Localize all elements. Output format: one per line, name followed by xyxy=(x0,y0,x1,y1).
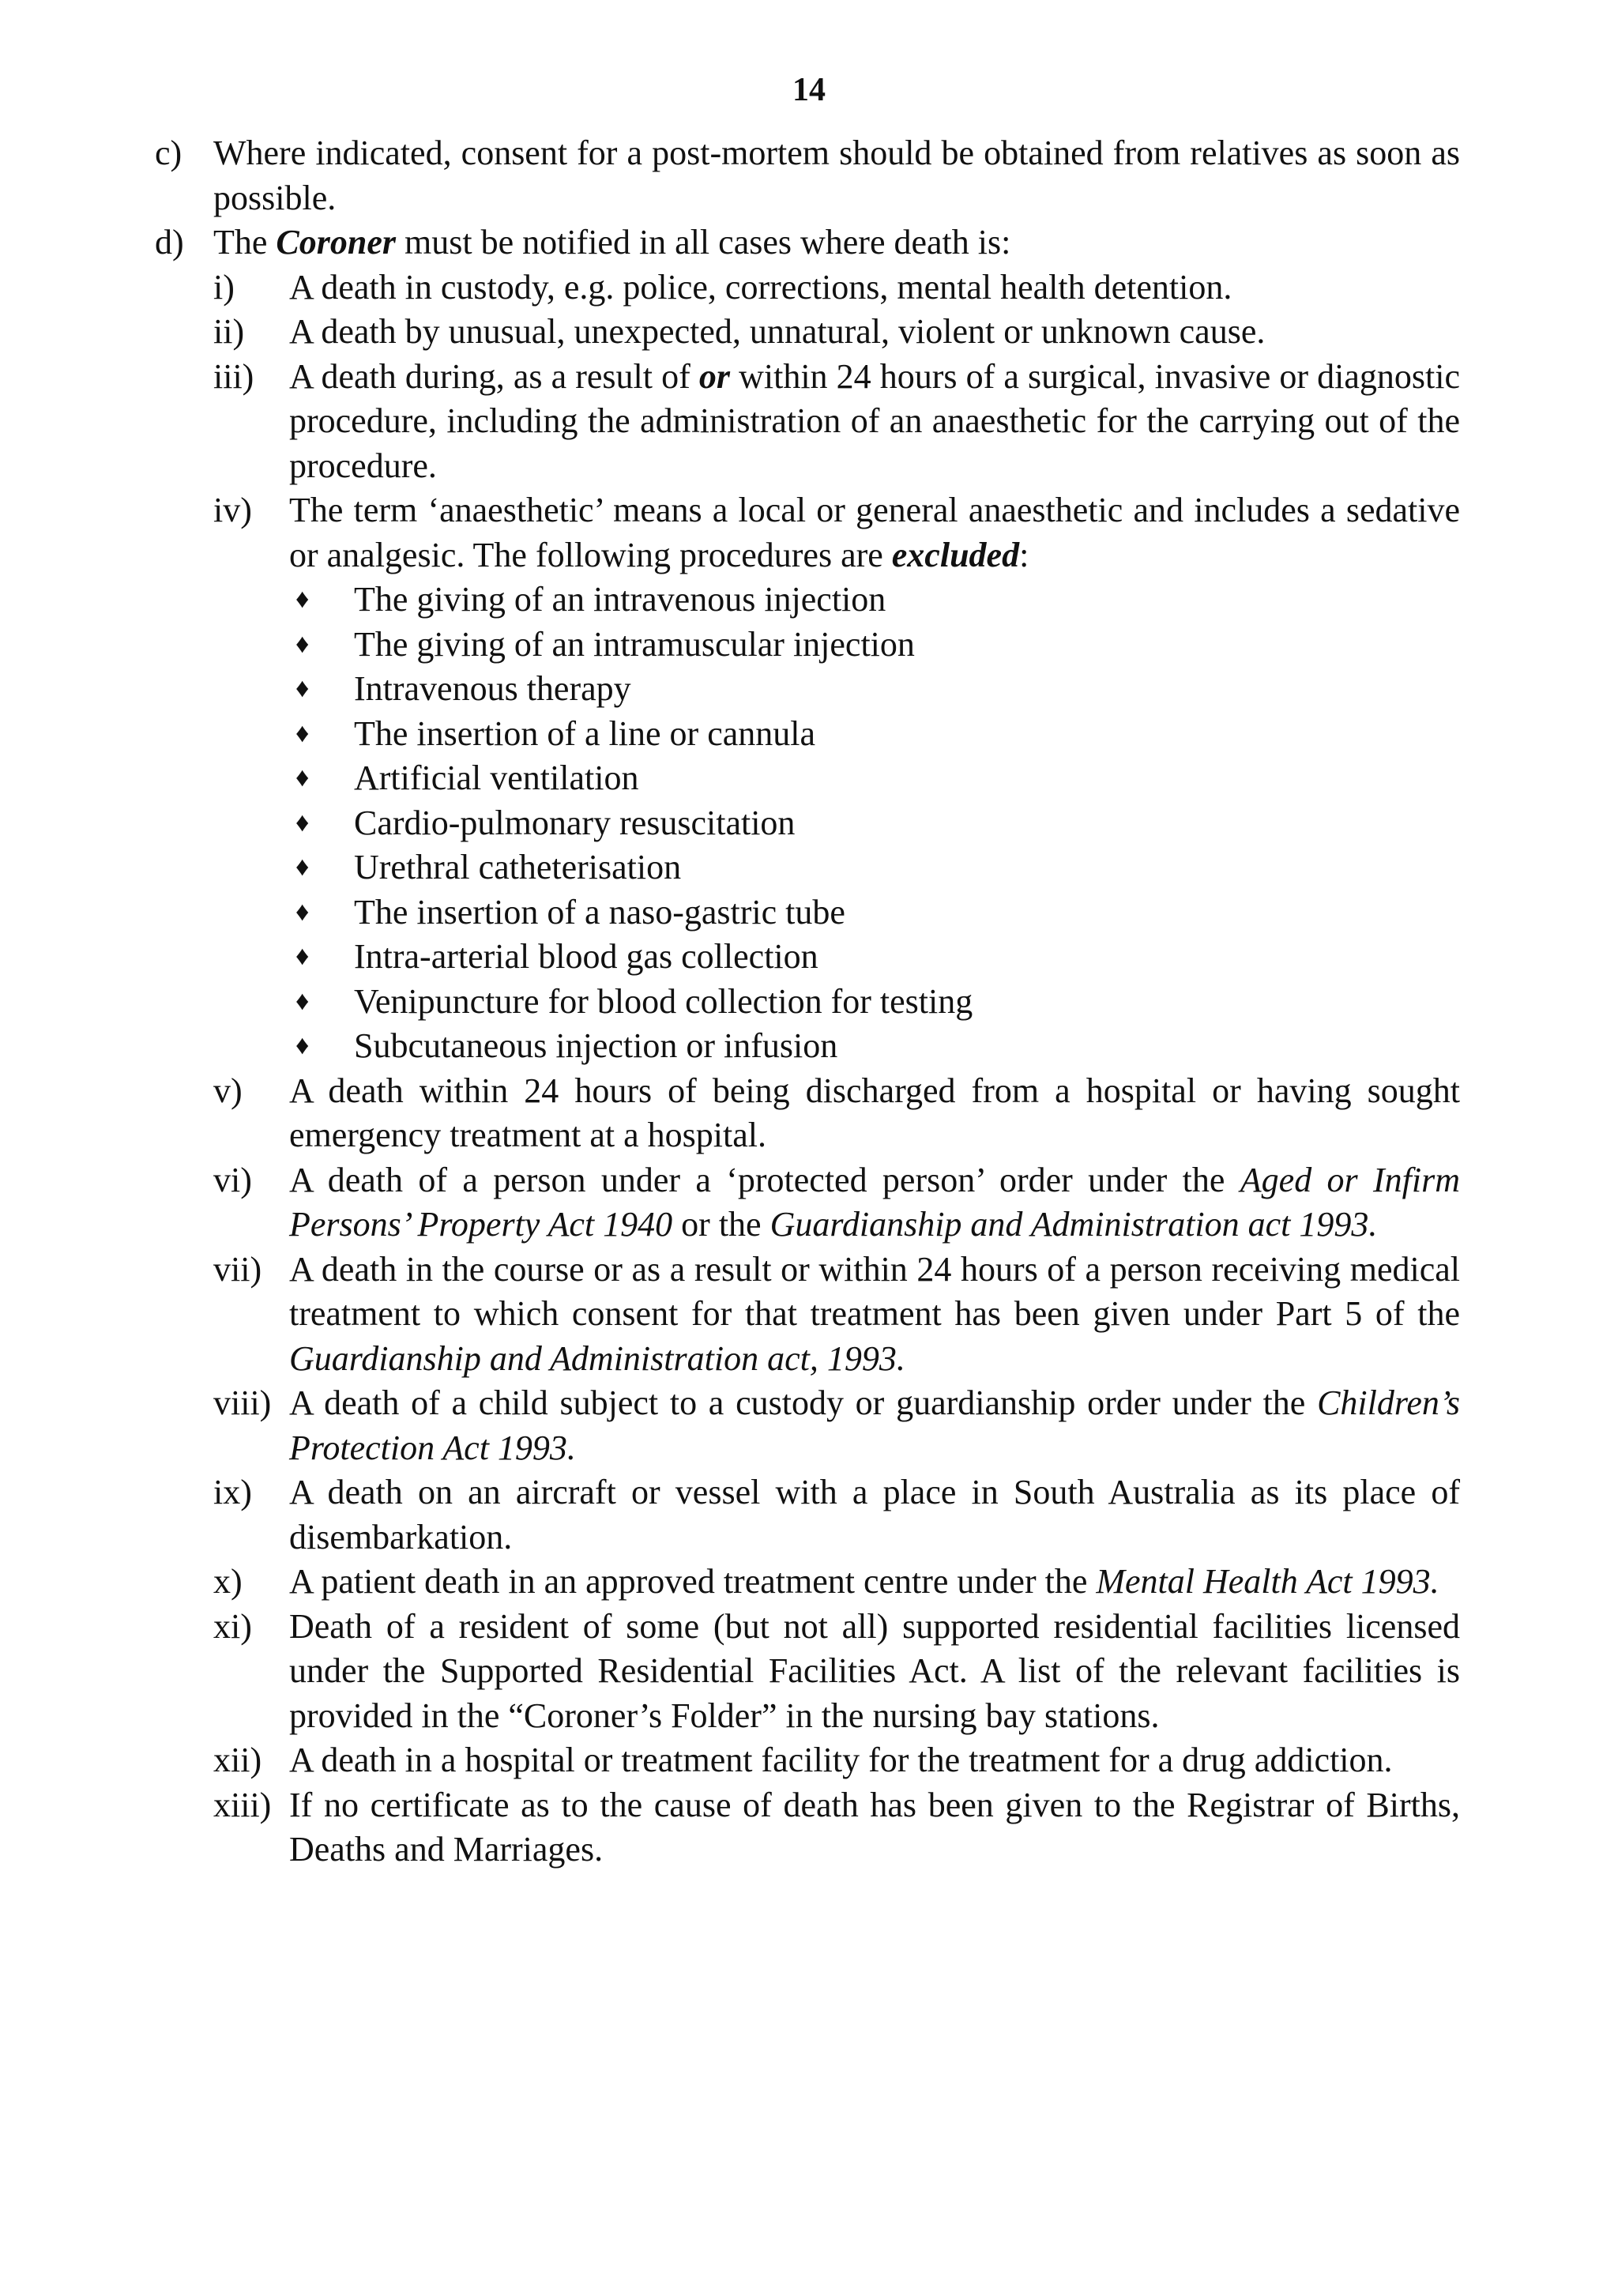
list-item: ♦ Intra-arterial blood gas collection xyxy=(289,935,1460,980)
subitem-label: vi) xyxy=(213,1160,252,1199)
subitem-label: xi) xyxy=(213,1606,252,1646)
subitem-label: xii) xyxy=(213,1741,262,1779)
list-item: ♦ Cardio-pulmonary resuscitation xyxy=(289,801,1460,846)
excluded-procedures-list xyxy=(289,578,1460,1069)
subitem-i xyxy=(213,265,1460,311)
list-item-c xyxy=(155,131,1460,220)
diamond-bullet-icon: ♦ xyxy=(295,897,310,927)
diamond-bullet-icon: ♦ xyxy=(295,986,310,1016)
subitem-text: A death of a child subject to a custody or guardianship order under the Children’s Protection Act 1993. xyxy=(289,1383,1460,1467)
page-number: 14 xyxy=(792,72,826,108)
list-text: Where indicated, consent for a post-mortem should be obtained from relatives as soon as possible. xyxy=(213,134,1460,217)
subitem-x xyxy=(213,1560,1460,1605)
diamond-bullet-icon: ♦ xyxy=(295,1031,310,1060)
list-item: ♦ The insertion of a naso-gastric tube xyxy=(289,890,1460,935)
subitem-label: v) xyxy=(213,1071,243,1110)
list-item: ♦ The giving of an intravenous injection xyxy=(289,578,1460,623)
subitem-ix xyxy=(213,1470,1460,1560)
subitem-iv xyxy=(213,488,1460,1069)
list-item: ♦ The giving of an intramuscular injection xyxy=(289,623,1460,668)
subitem-label: i) xyxy=(213,267,235,307)
diamond-bullet-icon: ♦ xyxy=(295,942,310,971)
list-item-d xyxy=(155,220,1460,265)
subitem-label: iii) xyxy=(213,356,254,396)
subitem-label: vii) xyxy=(213,1249,262,1289)
subitem-label: iv) xyxy=(213,491,252,529)
subitem-label: ix) xyxy=(213,1473,252,1511)
subitem-text: The term ‘anaesthetic’ means a local or general anaesthetic and includes a sedative or analgesic. The following procedures are excluded: xyxy=(289,491,1460,574)
subitem-vii xyxy=(213,1248,1460,1382)
subitem-text: A death of a person under a ‘protected person’ order under the Aged or Infirm Persons’ Property Act 1940 or the Guardianship and Administration act 1993. xyxy=(289,1160,1461,1244)
subitem-v xyxy=(213,1069,1460,1158)
subitem-text: A death in a hospital or treatment facility for the treatment for a drug addiction. xyxy=(289,1741,1393,1779)
subitem-xii xyxy=(213,1738,1460,1783)
diamond-bullet-icon: ♦ xyxy=(295,629,310,659)
list-item: ♦ The insertion of a line or cannula xyxy=(289,712,1460,757)
subitem-label: x) xyxy=(213,1562,243,1601)
subitem-text: A death in custody, e.g. police, corrections, mental health detention. xyxy=(289,267,1232,307)
subitem-text: A death in the course or as a result or within 24 hours of a person receiving medical treatment to which consent for that treatment has been given under Part 5 of the Guardianship and Administration act, 1993. xyxy=(289,1249,1460,1378)
list-item: ♦ Artificial ventilation xyxy=(289,756,1460,801)
subitem-xiii xyxy=(213,1783,1460,1873)
subitem-xi xyxy=(213,1605,1460,1739)
subitem-label: xiii) xyxy=(213,1785,272,1824)
subitem-text: A death by unusual, unexpected, unnatural, violent or unknown cause. xyxy=(289,312,1266,351)
list-item: ♦ Venipuncture for blood collection for testing xyxy=(289,980,1460,1025)
list-item: ♦ Subcutaneous injection or infusion xyxy=(289,1024,1460,1069)
coroner-emphasis: Coroner xyxy=(276,223,396,262)
coroner-conditions-list xyxy=(213,265,1460,1873)
subitem-text: A death on an aircraft or vessel with a place in South Australia as its place of disembarkation. xyxy=(289,1473,1460,1556)
subitem-viii xyxy=(213,1381,1460,1470)
list-text: The Coroner must be notified in all cases where death is: xyxy=(213,223,1011,262)
subitem-iii xyxy=(213,355,1460,489)
subitem-text: Death of a resident of some (but not all) supported residential facilities licensed under the Supported Residential Facilities Act. A list of the relevant facilities is provided in the “Coroner’s Folder” in the nursing bay stations. xyxy=(289,1606,1460,1735)
list-item: ♦ Urethral catheterisation xyxy=(289,845,1460,890)
diamond-bullet-icon: ♦ xyxy=(295,718,310,748)
subitem-text: If no certificate as to the cause of death has been given to the Registrar of Births, Deaths and Marriages. xyxy=(289,1785,1460,1869)
subitem-ii xyxy=(213,310,1460,355)
list-label: c) xyxy=(155,134,182,172)
subitem-text: A death within 24 hours of being discharged from a hospital or having sought emergency treatment at a hospital. xyxy=(289,1071,1460,1154)
list-item: ♦ Intravenous therapy xyxy=(289,667,1460,712)
diamond-bullet-icon: ♦ xyxy=(295,763,310,792)
diamond-bullet-icon: ♦ xyxy=(295,674,310,703)
document-body xyxy=(155,131,1460,1873)
diamond-bullet-icon: ♦ xyxy=(295,807,310,837)
subitem-label: viii) xyxy=(213,1383,272,1422)
subitem-text: A death during, as a result of or within 24 hours of a surgical, invasive or diagnostic procedure, including the administration of an anaesthetic for the carrying out of the procedure. xyxy=(289,356,1460,485)
subitem-text: A patient death in an approved treatment centre under the Mental Health Act 1993. xyxy=(289,1562,1439,1601)
diamond-bullet-icon: ♦ xyxy=(295,585,310,614)
diamond-bullet-icon: ♦ xyxy=(295,853,310,882)
subitem-vi xyxy=(213,1158,1460,1248)
subitem-label: ii) xyxy=(213,312,245,351)
list-label: d) xyxy=(155,223,184,262)
